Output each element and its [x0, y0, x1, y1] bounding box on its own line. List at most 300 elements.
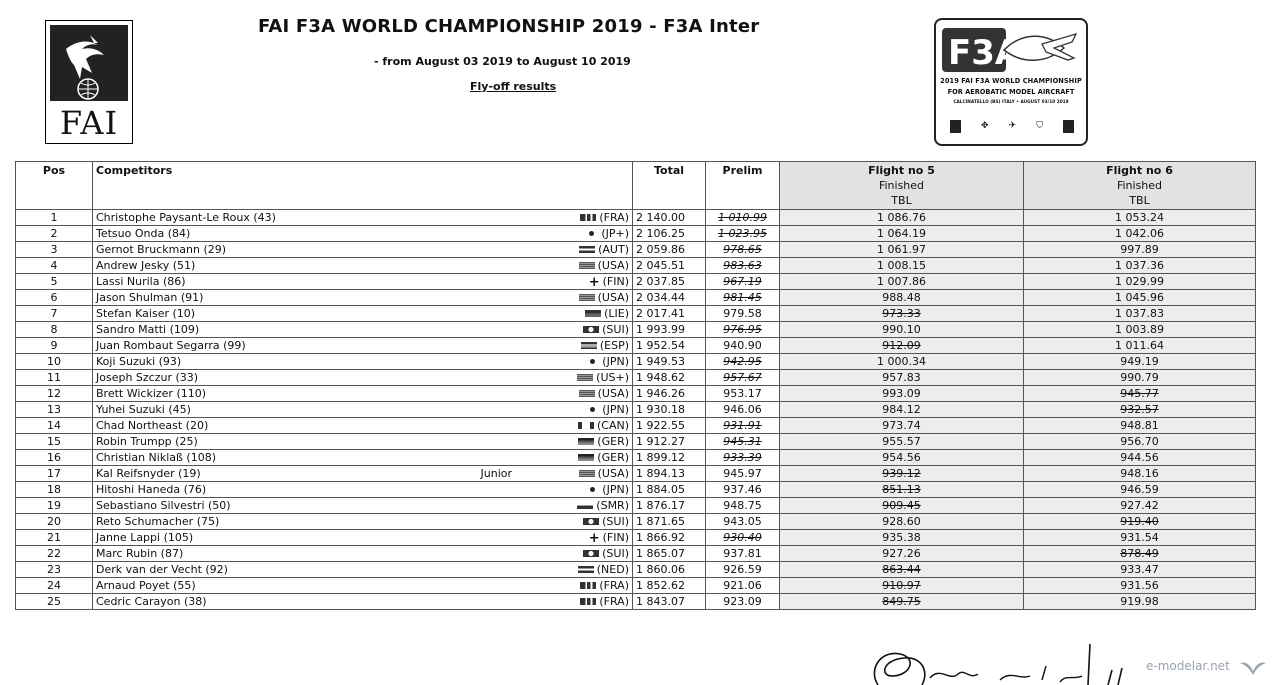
prelim-cell [706, 354, 780, 370]
nation-code: (GER) [597, 451, 629, 464]
junior-cell [475, 274, 535, 290]
competitor-name: Juan Rombaut Segarra (99) [93, 338, 475, 354]
total-cell: 1 899.12 [633, 450, 706, 466]
flight6-cell [1024, 546, 1256, 562]
junior-cell [475, 450, 535, 466]
flight5-cell [780, 578, 1024, 594]
flight5-cell [780, 434, 1024, 450]
flight6-cell [1024, 370, 1256, 386]
flight5-score: 1 086.76 [877, 211, 926, 224]
pos-cell: 17 [16, 466, 93, 482]
flight5-score: 935.38 [882, 531, 921, 544]
competitor-name: Christian Niklaß (108) [93, 450, 475, 466]
junior-cell [475, 338, 535, 354]
pos-cell: 10 [16, 354, 93, 370]
junior-cell [475, 562, 535, 578]
flight5-cell [780, 562, 1024, 578]
pos-cell: 19 [16, 498, 93, 514]
nation-cell [535, 450, 633, 466]
total-cell: 1 871.65 [633, 514, 706, 530]
prelim-score: 1 010.99 [718, 211, 767, 224]
flag-icon [583, 518, 599, 525]
flight5-cell [780, 498, 1024, 514]
prelim-cell [706, 370, 780, 386]
competitor-name: Andrew Jesky (51) [93, 258, 475, 274]
pos-cell: 18 [16, 482, 93, 498]
flight6-score: 949.19 [1120, 355, 1159, 368]
junior-cell [475, 402, 535, 418]
results-table [15, 161, 1256, 610]
competitor-name: Cedric Carayon (38) [93, 594, 475, 610]
prelim-cell [706, 562, 780, 578]
total-cell: 1 866.92 [633, 530, 706, 546]
prelim-score: 940.90 [723, 339, 762, 352]
junior-cell [475, 306, 535, 322]
prelim-score: 983.63 [723, 259, 762, 272]
flight6-score: 932.57 [1120, 403, 1159, 416]
prelim-cell [706, 386, 780, 402]
prelim-cell [706, 418, 780, 434]
col-flight6-header: Flight no 6 Finished TBL [1024, 162, 1256, 210]
nation-cell [535, 242, 633, 258]
flight5-cell [780, 290, 1024, 306]
flight6-cell [1024, 258, 1256, 274]
flight5-score: 1 008.15 [877, 259, 926, 272]
total-cell: 1 894.13 [633, 466, 706, 482]
nation-code: (SUI) [602, 547, 629, 560]
flag-icon [590, 487, 595, 492]
nation-cell [535, 546, 633, 562]
prelim-cell [706, 290, 780, 306]
flight5-score: 1 064.19 [877, 227, 926, 240]
flight6-score: 1 037.36 [1115, 259, 1164, 272]
nation-cell [535, 594, 633, 610]
flight5-score: 912.09 [882, 339, 921, 352]
prelim-score: 923.09 [723, 595, 762, 608]
pos-cell: 15 [16, 434, 93, 450]
flag-icon [583, 550, 599, 557]
table-row [16, 498, 1256, 514]
f3a-plane-icon [942, 24, 1080, 74]
competitor-name: Jason Shulman (91) [93, 290, 475, 306]
nation-code: (JPN) [602, 355, 629, 368]
junior-cell [475, 210, 535, 226]
flight5-cell [780, 226, 1024, 242]
nation-code: (GER) [597, 435, 629, 448]
flag-icon [580, 582, 596, 589]
event-logo-line3: CALCINATELLO (BS) ITALY • AUGUST 03/10 2019 [953, 100, 1069, 105]
nation-cell [535, 530, 633, 546]
date-range: - from August 03 2019 to August 10 2019 [374, 55, 631, 68]
table-row [16, 210, 1256, 226]
competitor-name: Kal Reifsnyder (19) [93, 466, 475, 482]
nation-cell [535, 274, 633, 290]
flight5-cell [780, 370, 1024, 386]
nation-cell [535, 210, 633, 226]
flight6-score: 1 045.96 [1115, 291, 1164, 304]
table-row [16, 322, 1256, 338]
flag-icon [583, 326, 599, 333]
nation-cell [535, 482, 633, 498]
prelim-cell [706, 594, 780, 610]
prelim-score: 976.95 [723, 323, 762, 336]
flight5-score: 957.83 [882, 371, 921, 384]
competitor-name: Reto Schumacher (75) [93, 514, 475, 530]
flight6-cell [1024, 434, 1256, 450]
flag-icon [579, 390, 595, 397]
total-cell: 1 876.17 [633, 498, 706, 514]
total-cell: 1 884.05 [633, 482, 706, 498]
nation-cell [535, 578, 633, 594]
table-row [16, 594, 1256, 610]
pos-cell: 20 [16, 514, 93, 530]
flight6-score: 919.98 [1120, 595, 1159, 608]
flight5-score: 1 000.34 [877, 355, 926, 368]
flight5-cell [780, 514, 1024, 530]
pos-cell: 8 [16, 322, 93, 338]
flight6-score: 990.79 [1120, 371, 1159, 384]
junior-cell [475, 226, 535, 242]
flight5-score: 939.12 [882, 467, 921, 480]
nation-code: (LIE) [604, 307, 629, 320]
sponsor-flag-icon [950, 120, 961, 133]
total-cell: 1 952.54 [633, 338, 706, 354]
flight5-cell [780, 482, 1024, 498]
prelim-cell [706, 498, 780, 514]
competitor-name: Marc Rubin (87) [93, 546, 475, 562]
table-row [16, 434, 1256, 450]
flight5-cell [780, 386, 1024, 402]
nation-code: (USA) [597, 387, 629, 400]
flight5-cell [780, 306, 1024, 322]
nation-cell [535, 322, 633, 338]
total-cell: 1 922.55 [633, 418, 706, 434]
total-cell: 1 949.53 [633, 354, 706, 370]
competitor-name: Yuhei Suzuki (45) [93, 402, 475, 418]
flight6-cell [1024, 530, 1256, 546]
flight5-score: 849.75 [882, 595, 921, 608]
nation-cell [535, 338, 633, 354]
competitor-name: Derk van der Vecht (92) [93, 562, 475, 578]
table-row [16, 466, 1256, 482]
flag-icon [578, 454, 594, 461]
total-cell: 2 037.85 [633, 274, 706, 290]
page-title: FAI F3A WORLD CHAMPIONSHIP 2019 - F3A Inter [258, 16, 760, 37]
pos-cell: 1 [16, 210, 93, 226]
total-cell: 2 106.25 [633, 226, 706, 242]
flag-icon [585, 310, 601, 317]
flag-icon [581, 342, 597, 349]
flight5-score: 955.57 [882, 435, 921, 448]
sponsor-shield-icon: ⛉ [1036, 121, 1043, 131]
flight5-cell [780, 402, 1024, 418]
total-cell: 1 912.27 [633, 434, 706, 450]
col-total-header: Total [633, 162, 706, 210]
junior-cell [475, 386, 535, 402]
prelim-score: 937.81 [723, 547, 762, 560]
watermark: e-modelar.net [1146, 659, 1230, 673]
pos-cell: 22 [16, 546, 93, 562]
nation-code: (NED) [596, 563, 629, 576]
prelim-cell [706, 578, 780, 594]
sponsor-icons [950, 116, 1074, 136]
junior-cell [475, 594, 535, 610]
flight6-cell [1024, 450, 1256, 466]
table-row [16, 370, 1256, 386]
flight5-score: 984.12 [882, 403, 921, 416]
pos-cell: 6 [16, 290, 93, 306]
total-cell: 2 140.00 [633, 210, 706, 226]
table-row [16, 306, 1256, 322]
fai-logo-text: FAI [59, 104, 119, 142]
prelim-score: 953.17 [723, 387, 762, 400]
flight5-cell [780, 466, 1024, 482]
table-row [16, 242, 1256, 258]
table-row [16, 578, 1256, 594]
flight6-score: 927.42 [1120, 499, 1159, 512]
nation-cell [535, 258, 633, 274]
flight6-cell [1024, 498, 1256, 514]
nation-cell [535, 514, 633, 530]
flight5-score: 851.13 [882, 483, 921, 496]
flight6-score: 1 011.64 [1115, 339, 1164, 352]
competitor-name: Sandro Matti (109) [93, 322, 475, 338]
total-cell: 2 017.41 [633, 306, 706, 322]
table-row [16, 258, 1256, 274]
flight5-cell [780, 546, 1024, 562]
competitor-name: Lassi Nurila (86) [93, 274, 475, 290]
flag-icon [580, 598, 596, 605]
total-cell: 1 930.18 [633, 402, 706, 418]
table-row [16, 226, 1256, 242]
flag-icon [577, 502, 593, 509]
table-row [16, 546, 1256, 562]
flight6-cell [1024, 226, 1256, 242]
prelim-score: 937.46 [723, 483, 762, 496]
table-row [16, 418, 1256, 434]
event-logo [934, 18, 1088, 146]
junior-cell [475, 370, 535, 386]
flight5-cell [780, 418, 1024, 434]
total-cell: 1 865.07 [633, 546, 706, 562]
col-flight5-header: Flight no 5 Finished TBL [780, 162, 1024, 210]
junior-cell [475, 290, 535, 306]
col-competitors-header: Competitors [93, 162, 633, 210]
prelim-cell [706, 274, 780, 290]
flight6-cell [1024, 482, 1256, 498]
flight6-score: 1 042.06 [1115, 227, 1164, 240]
col-prelim-header: Prelim [706, 162, 780, 210]
prelim-score: 943.05 [723, 515, 762, 528]
pos-cell: 4 [16, 258, 93, 274]
event-logo-mark: F3A [948, 33, 1022, 73]
nation-code: (FRA) [599, 595, 629, 608]
event-logo-line1: 2019 FAI F3A WORLD CHAMPIONSHIP [940, 77, 1082, 85]
pos-cell: 13 [16, 402, 93, 418]
nation-cell [535, 306, 633, 322]
sponsor-fai-icon [1063, 120, 1074, 133]
flight6-score: 878.49 [1120, 547, 1159, 560]
prelim-cell [706, 514, 780, 530]
table-row [16, 338, 1256, 354]
table-row [16, 482, 1256, 498]
total-cell: 1 993.99 [633, 322, 706, 338]
nation-cell [535, 354, 633, 370]
competitor-name: Stefan Kaiser (10) [93, 306, 475, 322]
flight5-cell [780, 274, 1024, 290]
col-pos-header: Pos [16, 162, 93, 210]
flight6-cell [1024, 290, 1256, 306]
prelim-score: 931.91 [723, 419, 762, 432]
signature [860, 630, 1190, 685]
total-cell: 1 860.06 [633, 562, 706, 578]
table-row [16, 274, 1256, 290]
competitor-name: Gernot Bruckmann (29) [93, 242, 475, 258]
flag-icon [579, 294, 595, 301]
flight6-cell [1024, 306, 1256, 322]
pos-cell: 3 [16, 242, 93, 258]
prelim-score: 930.40 [723, 531, 762, 544]
junior-cell [475, 482, 535, 498]
pos-cell: 9 [16, 338, 93, 354]
flight6-score: 946.59 [1120, 483, 1159, 496]
nation-code: (FIN) [602, 275, 629, 288]
junior-cell [475, 498, 535, 514]
junior-cell [475, 322, 535, 338]
nation-code: (SUI) [602, 323, 629, 336]
nation-code: (FIN) [602, 531, 629, 544]
pos-cell: 5 [16, 274, 93, 290]
nation-code: (CAN) [596, 419, 629, 432]
flight6-cell [1024, 418, 1256, 434]
flight6-score: 931.54 [1120, 531, 1159, 544]
pos-cell: 23 [16, 562, 93, 578]
flight6-score: 933.47 [1120, 563, 1159, 576]
competitor-name: Robin Trumpp (25) [93, 434, 475, 450]
flag-icon [578, 566, 594, 573]
flag-icon [590, 407, 595, 412]
flight5-cell [780, 210, 1024, 226]
flight6-cell [1024, 562, 1256, 578]
flight5-cell [780, 354, 1024, 370]
flight5-cell [780, 338, 1024, 354]
pos-cell: 21 [16, 530, 93, 546]
flight6-cell [1024, 210, 1256, 226]
nation-cell [535, 290, 633, 306]
junior-cell [475, 546, 535, 562]
flight6-cell [1024, 466, 1256, 482]
flight5-score: 1 007.86 [877, 275, 926, 288]
flag-icon [578, 422, 594, 429]
flight6-score: 997.89 [1120, 243, 1159, 256]
flight6-cell [1024, 578, 1256, 594]
section-title: Fly-off results [470, 80, 557, 93]
nation-code: (USA) [597, 291, 629, 304]
nation-cell [535, 226, 633, 242]
table-row [16, 354, 1256, 370]
flag-icon [579, 246, 595, 253]
prelim-score: 945.97 [723, 467, 762, 480]
flight6-cell [1024, 322, 1256, 338]
flag-icon: + [588, 531, 600, 546]
competitor-name: Hitoshi Haneda (76) [93, 482, 475, 498]
prelim-score: 933.39 [723, 451, 762, 464]
flight6-cell [1024, 242, 1256, 258]
flight6-score: 1 003.89 [1115, 323, 1164, 336]
flight5-cell [780, 322, 1024, 338]
nation-code: (USA) [597, 467, 629, 480]
junior-cell [475, 242, 535, 258]
table-row [16, 450, 1256, 466]
pos-cell: 14 [16, 418, 93, 434]
pos-cell: 24 [16, 578, 93, 594]
competitor-name: Sebastiano Silvestri (50) [93, 498, 475, 514]
nation-cell [535, 402, 633, 418]
prelim-score: 948.75 [723, 499, 762, 512]
flag-icon [578, 438, 594, 445]
flight6-cell [1024, 338, 1256, 354]
flight5-score: 910.97 [882, 579, 921, 592]
junior-cell [475, 418, 535, 434]
competitor-name: Brett Wickizer (110) [93, 386, 475, 402]
prelim-score: 978.65 [723, 243, 762, 256]
prelim-cell [706, 530, 780, 546]
flight5-score: 928.60 [882, 515, 921, 528]
prelim-cell [706, 482, 780, 498]
nation-code: (FRA) [599, 579, 629, 592]
competitor-name: Tetsuo Onda (84) [93, 226, 475, 242]
junior-cell [475, 258, 535, 274]
total-cell: 2 045.51 [633, 258, 706, 274]
pos-cell: 2 [16, 226, 93, 242]
total-cell: 1 946.26 [633, 386, 706, 402]
competitor-name: Christophe Paysant-Le Roux (43) [93, 210, 475, 226]
prelim-score: 967.19 [723, 275, 762, 288]
junior-cell [475, 578, 535, 594]
junior-cell [475, 514, 535, 530]
flight5-score: 863.44 [882, 563, 921, 576]
table-row [16, 402, 1256, 418]
sponsor-wing-icon: ✈ [1008, 121, 1017, 131]
nation-code: (USA) [597, 259, 629, 272]
nation-cell [535, 434, 633, 450]
pos-cell: 12 [16, 386, 93, 402]
flight6-cell [1024, 514, 1256, 530]
junior-cell [475, 530, 535, 546]
prelim-cell [706, 450, 780, 466]
table-row [16, 386, 1256, 402]
prelim-score: 946.06 [723, 403, 762, 416]
pos-cell: 16 [16, 450, 93, 466]
prelim-cell [706, 258, 780, 274]
total-cell: 2 034.44 [633, 290, 706, 306]
flight5-cell [780, 258, 1024, 274]
prelim-score: 979.58 [723, 307, 762, 320]
competitor-name: Arnaud Poyet (55) [93, 578, 475, 594]
prelim-cell [706, 402, 780, 418]
flight5-score: 990.10 [882, 323, 921, 336]
table-row [16, 514, 1256, 530]
flight6-score: 948.81 [1120, 419, 1159, 432]
nation-code: (ESP) [599, 339, 629, 352]
nation-cell [535, 466, 633, 482]
flight6-score: 1 029.99 [1115, 275, 1164, 288]
junior-cell [475, 434, 535, 450]
competitor-name: Joseph Szczur (33) [93, 370, 475, 386]
flight5-score: 1 061.97 [877, 243, 926, 256]
event-logo-line2: FOR AEROBATIC MODEL AIRCRAFT [947, 88, 1075, 96]
fai-logo [45, 20, 133, 144]
